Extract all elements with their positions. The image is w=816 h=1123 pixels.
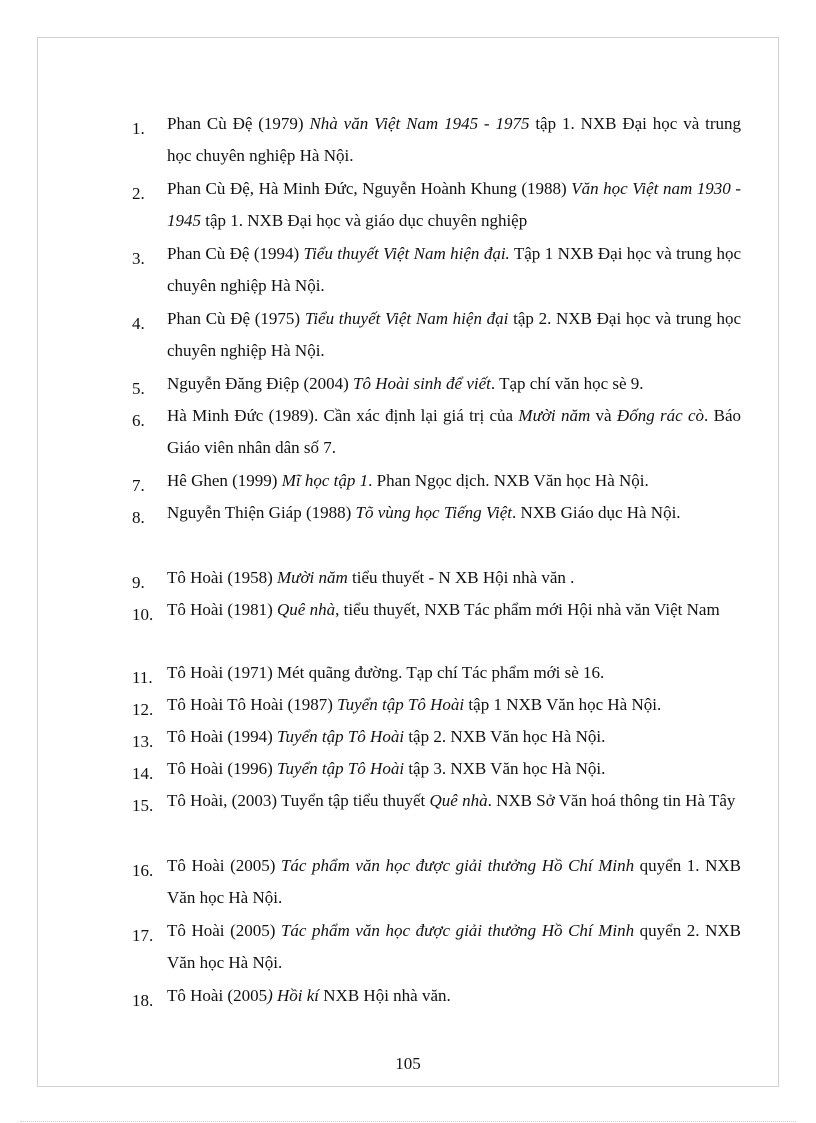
reference-item [132, 980, 741, 1012]
reference-title: Quê nhà [429, 791, 488, 810]
reference-text [167, 594, 741, 626]
reference-item [132, 303, 741, 367]
reference-number: 9. [132, 573, 145, 592]
reference-item [132, 497, 741, 529]
reference-title: Mười năm [518, 406, 591, 425]
reference-segment: . Phan Ngọc dịch. NXB Văn học Hà Nội. [368, 471, 649, 490]
reference-title: Tõ vùng học Tiếng Việt [355, 503, 512, 522]
reference-segment: Phan Cù Đệ (1994) [167, 244, 304, 263]
reference-title: Quê nhà [277, 600, 336, 619]
reference-segment: Tô Hoài (1958) [167, 568, 278, 587]
reference-segment: . NXB Giáo dục Hà Nội. [512, 503, 681, 522]
reference-segment: Nguyễn Đăng Điệp (2004) [167, 374, 354, 393]
reference-item [132, 465, 741, 497]
reference-text [167, 689, 741, 721]
reference-text [167, 303, 741, 367]
reference-number: 7. [132, 476, 145, 495]
reference-segment: tập 1 NXB Văn học Hà Nội. [464, 695, 662, 714]
reference-title: Tô Hoài sinh để viết [353, 374, 491, 393]
reference-segment: tập 1. NXB Đại học và giáo dục chuyên nghiệp [201, 211, 528, 230]
reference-segment: Tô Hoài (1994) [167, 727, 278, 746]
reference-number: 14. [132, 764, 154, 783]
reference-text [167, 753, 741, 785]
reference-text [167, 850, 741, 914]
reference-segment: . NXB Sở Văn hoá thông tin Hà Tây [487, 791, 736, 810]
page-edge-divider [20, 1121, 796, 1122]
reference-title: Tác phẩm văn học được giải thưởng Hồ Chí Minh [280, 856, 635, 875]
reference-segment: và [590, 406, 617, 425]
page-number: 105 [395, 1054, 421, 1073]
reference-item [132, 400, 741, 464]
reference-segment: NXB Hội nhà văn. [319, 986, 451, 1005]
reference-segment: Tô Hoài (1981) [167, 600, 278, 619]
reference-segment: . Tạp chí văn học sè 9. [490, 374, 644, 393]
reference-title: Tiểu thuyết Việt Nam hiện đại. [303, 244, 510, 263]
reference-title: Mĩ học tập 1 [281, 471, 369, 490]
reference-segment: Phan Cù Đệ (1975) [167, 309, 305, 328]
reference-title: Mười năm [277, 568, 348, 587]
reference-text [167, 497, 741, 529]
reference-number: 4. [132, 314, 145, 333]
reference-item [132, 238, 741, 302]
reference-item [132, 368, 741, 400]
reference-number: 13. [132, 732, 154, 751]
reference-title: Nhà văn Việt Nam 1945 - 1975 [309, 114, 530, 133]
reference-segment: Tô Hoài, (2003) Tuyển tập tiểu thuyết [167, 791, 430, 810]
reference-segment: tập 2. NXB Đại học và trung học chuyên nghiệp Hà Nội. [167, 309, 742, 360]
reference-item [132, 850, 741, 914]
reference-text [167, 238, 741, 302]
reference-number: 17. [132, 926, 154, 945]
reference-segment: Tô Hoài (2005 [167, 986, 268, 1005]
reference-number: 1. [132, 119, 145, 138]
reference-item [132, 785, 741, 817]
reference-title: Tiểu thuyết Việt Nam hiện đại [304, 309, 509, 328]
reference-segment: Hê Ghen (1999) [167, 471, 282, 490]
reference-segment: Nguyễn Thiện Giáp (1988) [167, 503, 356, 522]
reference-segment: Tô Hoài (2005) [167, 856, 281, 875]
reference-segment: tiểu thuyết - N XB Hội nhà văn . [347, 568, 575, 587]
reference-number: 3. [132, 249, 145, 268]
reference-segment: tập 3. NXB Văn học Hà Nội. [404, 759, 606, 778]
reference-segment: . Báo Giáo viên nhân dân số 7. [167, 406, 741, 457]
reference-number: 11. [132, 668, 153, 687]
reference-segment: Tô Hoài (2005) [167, 921, 281, 940]
reference-segment: Phan Cù Đệ, Hà Minh Đức, Nguyễn Hoành Khung (1988) [167, 179, 572, 198]
reference-text [167, 915, 741, 979]
reference-item [132, 562, 741, 594]
reference-title: Tuyển tập Tô Hoài [277, 727, 405, 746]
reference-segment: Tập 1 NXB Đại học và trung học chuyên nghiệp Hà Nội. [167, 244, 741, 295]
reference-item [132, 173, 741, 237]
reference-text [167, 368, 741, 400]
reference-title: Tuyển tập Tô Hoài [337, 695, 465, 714]
reference-title: Đống rác cò [616, 406, 705, 425]
reference-number: 16. [132, 861, 154, 880]
reference-item [132, 753, 741, 785]
reference-number: 2. [132, 184, 145, 203]
reference-segment: quyển 1. NXB Văn học Hà Nội. [167, 856, 741, 907]
reference-segment: tập 1. NXB Đại học và trung học chuyên nghiệp Hà Nội. [167, 114, 741, 165]
reference-segment: Hà Minh Đức (1989). Cần xác định lại giá trị của [167, 406, 519, 425]
reference-segment: quyển 2. NXB Văn học Hà Nội. [167, 921, 741, 972]
reference-segment: tập 2. NXB Văn học Hà Nội. [404, 727, 606, 746]
reference-text [167, 657, 741, 689]
reference-segment: Tô Hoài (1971) Mét quãng đường. Tạp chí Tác phẩm mới sè 16. [167, 663, 605, 682]
reference-title: Tác phẩm văn học được giải thưởng Hồ Chí Minh [280, 921, 635, 940]
reference-item [132, 657, 741, 689]
reference-item [132, 594, 741, 626]
reference-segment: , tiểu thuyết, NXB Tác phẩm mới Hội nhà văn Việt Nam [335, 600, 720, 619]
reference-title: Tuyển tập Tô Hoài [277, 759, 405, 778]
reference-title: Văn học Việt nam 1930 - 1945 [167, 179, 742, 230]
reference-text [167, 562, 741, 594]
reference-number: 15. [132, 796, 154, 815]
reference-text [167, 980, 741, 1012]
reference-number: 18. [132, 991, 154, 1010]
reference-segment: Phan Cù Đệ (1979) [167, 114, 310, 133]
reference-title: ) Hồi kí [267, 986, 320, 1005]
reference-number: 12. [132, 700, 154, 719]
reference-item [132, 689, 741, 721]
reference-text [167, 400, 741, 464]
reference-number: 8. [132, 508, 145, 527]
reference-text [167, 785, 741, 817]
reference-text [167, 465, 741, 497]
reference-number: 6. [132, 411, 145, 430]
reference-segment: Tô Hoài (1996) [167, 759, 278, 778]
reference-item [132, 108, 741, 172]
reference-text [167, 108, 741, 172]
reference-text [167, 721, 741, 753]
reference-number: 10. [132, 605, 154, 624]
reference-item [132, 721, 741, 753]
reference-number: 5. [132, 379, 145, 398]
reference-text [167, 173, 741, 237]
reference-segment: Tô Hoài Tô Hoài (1987) [167, 695, 338, 714]
reference-item [132, 915, 741, 979]
